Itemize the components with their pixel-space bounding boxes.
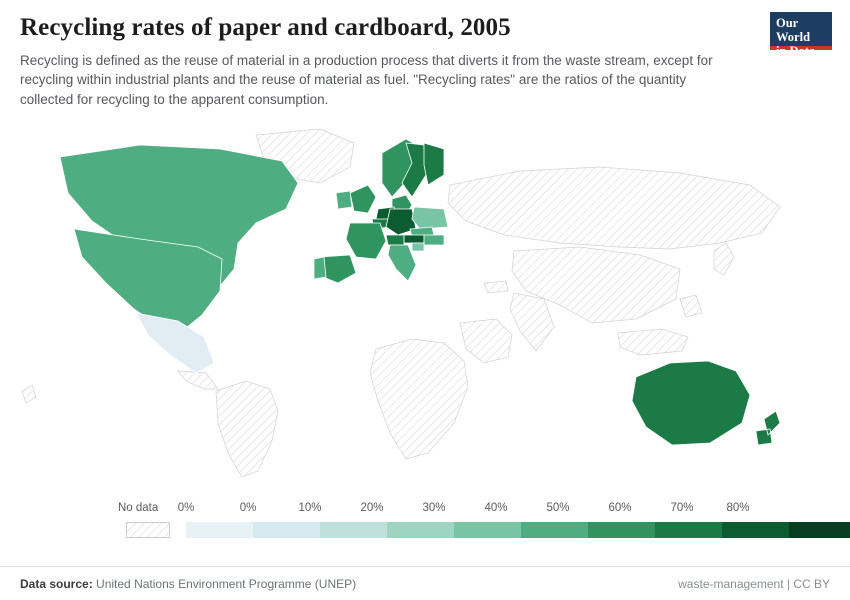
legend-swatch-5[interactable] [521,522,588,538]
map-region-portugal[interactable] [314,257,326,279]
legend-swatch-6[interactable] [588,522,655,538]
map-region-switzerland[interactable] [386,235,404,245]
owid-logo [770,12,832,58]
map-region-new-zealand[interactable] [756,411,780,445]
legend-tick-1: 0% [239,502,257,514]
world-map-svg[interactable] [20,123,830,483]
legend-no-data-swatch[interactable] [126,522,170,538]
map-region-austria[interactable] [404,235,424,243]
map-region-ireland[interactable] [336,191,352,209]
legend-no-data-label: No data [118,502,159,514]
world-map[interactable] [20,123,830,483]
legend-tick-8: 70% [670,502,694,514]
legend-tick-5: 40% [484,502,508,514]
legend-color-bar[interactable] [186,522,850,538]
legend-swatch-2[interactable] [320,522,387,538]
map-region-united-kingdom[interactable] [350,185,376,213]
data-source-label: Data source: [20,576,93,591]
legend-swatch-0[interactable] [186,522,253,538]
legend-tick-0: 0% [177,502,195,514]
data-source [20,577,356,591]
legend-tick-4: 30% [422,502,446,514]
map-region-australia[interactable] [632,361,750,445]
chart-footer [0,566,850,600]
legend-swatch-9[interactable] [789,522,850,538]
hatch-icon [127,523,169,537]
legend-swatch-8[interactable] [722,522,789,538]
legend-swatch-1[interactable] [253,522,320,538]
legend-tick-2: 10% [298,502,322,514]
legend-swatch-4[interactable] [454,522,521,538]
legend-tick-7: 60% [608,502,632,514]
map-region-slovenia[interactable] [412,243,424,251]
map-region-hungary[interactable] [424,235,444,245]
legend-tick-3: 20% [360,502,384,514]
legend-swatch-3[interactable] [387,522,454,538]
legend-tick-labels [118,502,750,518]
map-region-finland[interactable] [424,143,444,185]
page-title: Recycling rates of paper and cardboard, 2005 [20,14,511,41]
footer-tag[interactable]: waste-management | CC BY [678,576,830,591]
logo-line-2: in Data [776,44,816,58]
logo-line-1: Our World [776,16,811,44]
page-subtitle: Recycling is defined as the reuse of material in a production process that diverts it from the waste stream, except for recycling within industrial plants and the reuse of material as fuel. "Recycling rates" are the ratios of the quantity collected for recycling to the apparent consumption. [20,52,713,107]
legend-tick-6: 50% [546,502,570,514]
map-legend [118,502,750,548]
legend-tick-9: 80% [726,502,750,514]
map-region-poland[interactable] [412,207,448,229]
map-region-mexico[interactable] [136,313,214,373]
data-source-value: United Nations Environment Programme (UNEP) [96,576,357,591]
map-region-france[interactable] [346,223,386,259]
legend-swatch-7[interactable] [655,522,722,538]
